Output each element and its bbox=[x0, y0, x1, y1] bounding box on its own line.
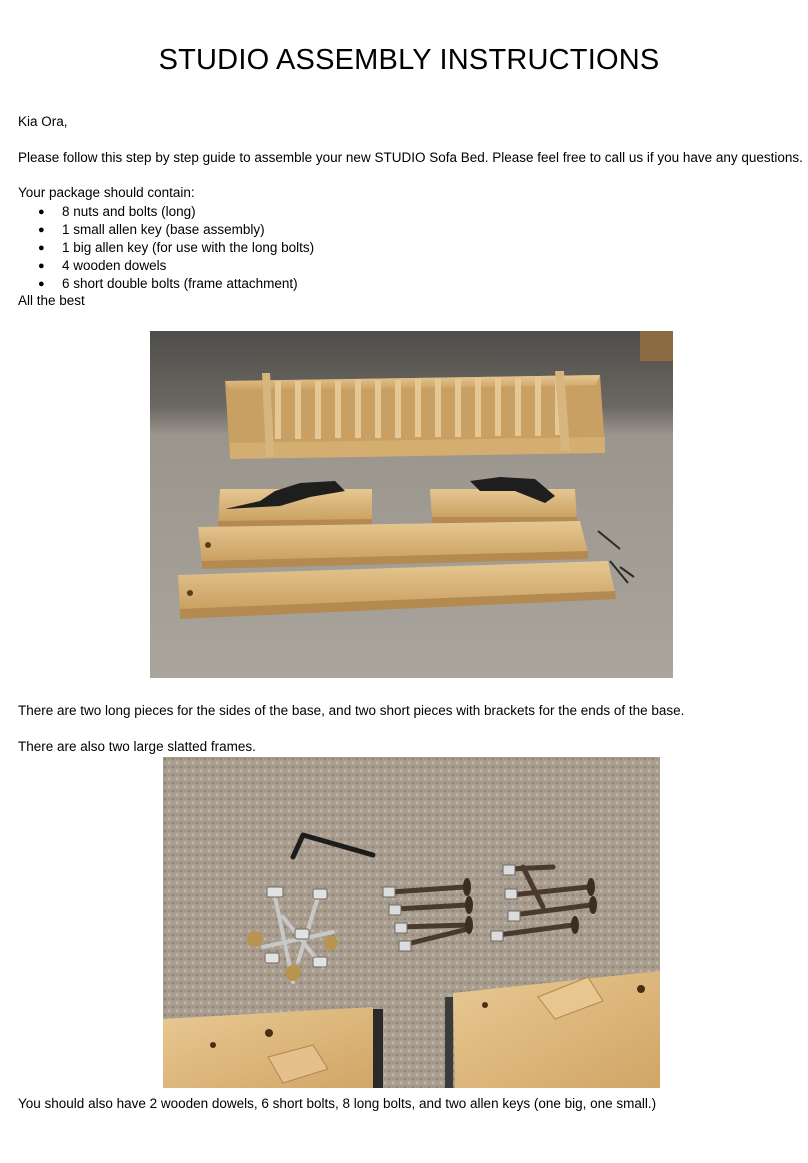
page-title: STUDIO ASSEMBLY INSTRUCTIONS bbox=[158, 44, 660, 76]
package-heading: Your package should contain: bbox=[18, 185, 195, 200]
list-item: ● 6 short double bolts (frame attachment) bbox=[38, 276, 298, 291]
bullet-icon: ● bbox=[38, 224, 45, 236]
package-contents-list bbox=[18, 203, 314, 293]
bullet-icon: ● bbox=[38, 260, 45, 272]
caption-hardware: You should also have 2 wooden dowels, 6 short bolts, 8 long bolts, and two allen keys (one big, one small.) bbox=[18, 1096, 657, 1111]
caption-slatted-frames: There are also two large slatted frames. bbox=[18, 739, 256, 754]
list-item: ● 1 big allen key (for use with the long bolts) bbox=[38, 240, 315, 255]
base-pieces-photo bbox=[150, 331, 673, 678]
intro-paragraph: Please follow this step by step guide to assemble your new STUDIO Sofa Bed. Please feel free to call us if you have any questions. bbox=[18, 150, 803, 165]
bullet-icon: ● bbox=[38, 242, 45, 254]
hardware-photo bbox=[163, 757, 660, 1088]
list-item: ● 1 small allen key (base assembly) bbox=[38, 222, 265, 237]
bullet-icon: ● bbox=[38, 278, 45, 290]
bullet-icon: ● bbox=[38, 206, 45, 218]
caption-base-pieces: There are two long pieces for the sides of the base, and two short pieces with brackets for the ends of the base. bbox=[18, 703, 685, 718]
list-item: ● 4 wooden dowels bbox=[38, 258, 167, 273]
greeting: Kia Ora, bbox=[18, 114, 68, 129]
list-item: ● 8 nuts and bolts (long) bbox=[38, 204, 196, 219]
signoff: All the best bbox=[18, 293, 85, 308]
